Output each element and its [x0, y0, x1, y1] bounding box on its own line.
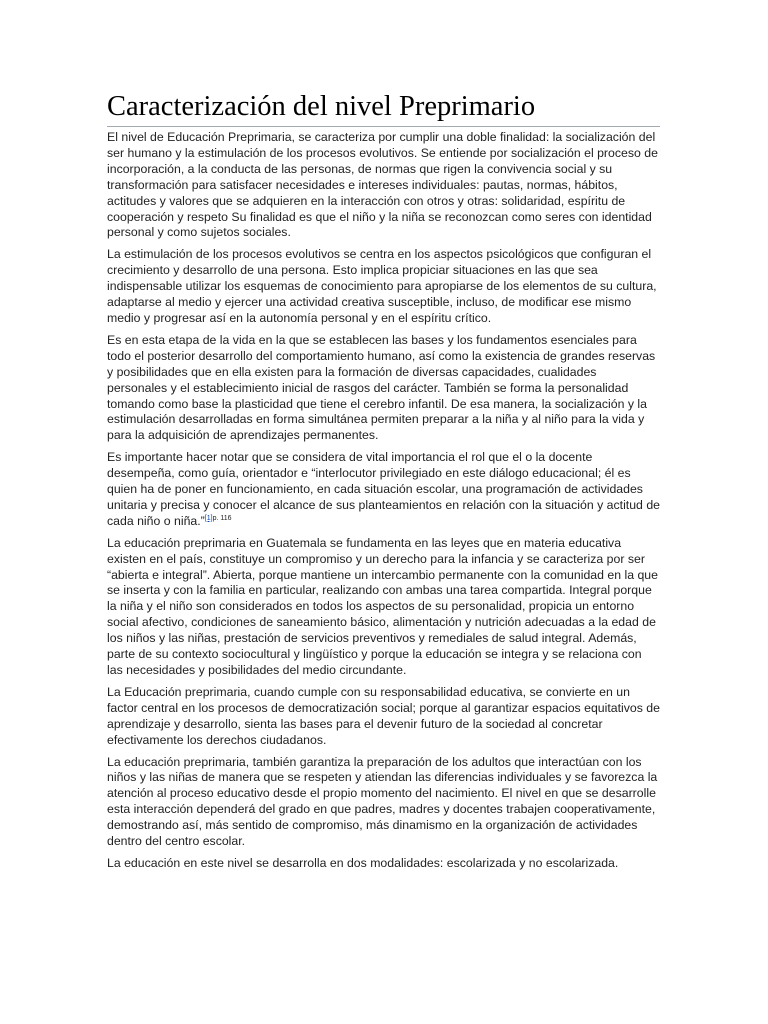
paragraph-7: La educación preprimaria, también garantiza la preparación de los adultos que interactúan con los niños y las niñas de manera que se respeten y atiendan las diferencias individuales y se favorezca la atención al proceso educativo desde el propio momento del nacimiento. El nivel en que se desarrolle esta interacción dependerá del grado en que padres, madres y docentes trabajen cooperativamente, demostrando así, más sentido de compromiso, más dinamismo en la organización de actividades dentro del centro escolar.: [107, 754, 658, 849]
article-body: [107, 130, 660, 878]
paragraph-6: La Educación preprimaria, cuando cumple con su responsabilidad educativa, se convierte en un factor central en los procesos de democratización social; porque al garantizar espacios equitativos de aprendizaje y desarrollo, sienta las bases para el devenir futuro de la sociedad al concretar efectivamente los derechos ciudadanos.: [107, 684, 660, 747]
paragraph-8: La educación en este nivel se desarrolla en dos modalidades: escolarizada y no escolarizada.: [107, 855, 619, 870]
paragraph-4-text: Es importante hacer notar que se considera de vital importancia el rol que el o la docente desempeña, como guía, orientador e “interlocutor privilegiado en este diálogo educacional; él es quien ha de poner en funcionamiento, en cada situación escolar, una programación de actividades unitaria y precisa y conocer el alcance de sus planteamientos en relación con la situación y actitud de cada niño o niña.”: [107, 450, 660, 528]
paragraph-4: [107, 450, 660, 530]
reference-link[interactable]: [1]: [204, 514, 213, 522]
paragraph-1: El nivel de Educación Preprimaria, se caracteriza por cumplir una doble finalidad: la socialización del ser humano y la estimulación de los procesos evolutivos. Se entiende por socialización el proceso de incorporación, a la conducta de las personas, de normas que rigen la convivencia social y su transformación para satisfacer necesidades e intereses individuales: pautas, normas, hábitos, actitudes y valores que se adquieren en la interacción con otros y otras: solidaridad, espíritu de cooperación y respeto Su finalidad es que el niño y la niña se reconozcan como seres con identidad personal y como sujetos sociales.: [107, 130, 658, 240]
page-title: Caracterización del nivel Preprimario: [107, 89, 660, 127]
reference-superscript: [205, 515, 232, 522]
paragraph-2: La estimulación de los procesos evolutivos se centra en los aspectos psicológicos que configuran el crecimiento y desarrollo de una persona. Esto implica propiciar situaciones en las que sea indispensable utilizar los esquemas de conocimiento para apropiarse de los elementos de su cultura, adaptarse al medio y ejercer una actividad creativa susceptible, incluso, de modificar ese mismo medio y progresar así en la autonomía personal y en el espíritu crítico.: [107, 247, 657, 325]
reference-page: p. 116: [212, 514, 232, 522]
paragraph-3: Es en esta etapa de la vida en la que se establecen las bases y los fundamentos esenciales para todo el posterior desarrollo del comportamiento humano, así como la existencia de grandes reservas y posibilidades que en ella existen para la formación de diversas capacidades, cualidades personales y el establecimiento inicial de rasgos del carácter. También se forma la personalidad tomando como base la plasticidad que tiene el cerebro infantil. De esa manera, la socialización y la estimulación desarrolladas en forma simultánea permiten preparar a la niña y al niño para la vida y para la adquisición de aprendizajes permanentes.: [107, 332, 656, 443]
paragraph-5: La educación preprimaria en Guatemala se fundamenta en las leyes que en materia educativa existen en el país, constituye un compromiso y un derecho para la infancia y se caracteriza por ser “abierta e integral”. Abierta, porque mantiene un intercambio permanente con la comunidad en la que se inserta y con la familia en particular, realizando con ambas una tarea compartida. Integral porque la niña y el niño son considerados en todos los aspectos de su personalidad, propicia un entorno social afectivo, condiciones de saneamiento básico, alimentación y nutrición adecuadas a la edad de los niños y las niñas, prestación de servicios preventivos y remediales de salud integral. Además, parte de su contexto sociocultural y lingüístico y porque la educación se integra y se relaciona con las necesidades y posibilidades del medio circundante.: [107, 535, 658, 677]
